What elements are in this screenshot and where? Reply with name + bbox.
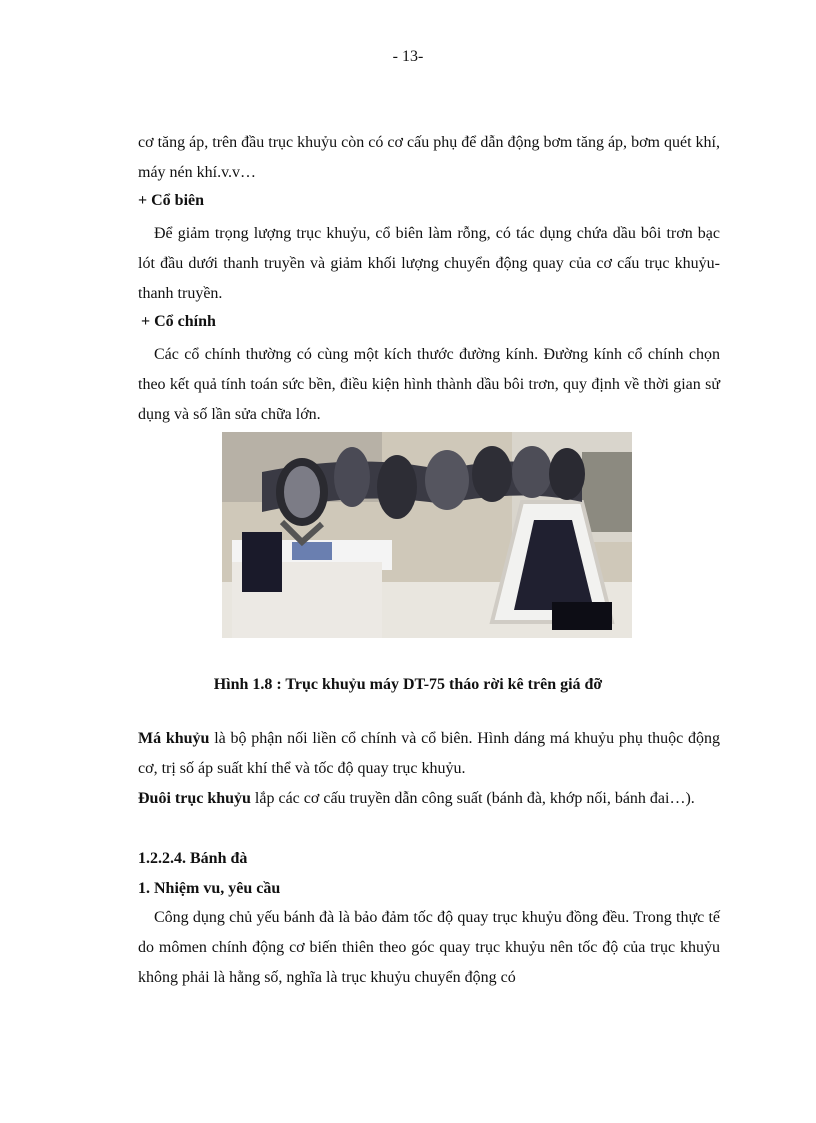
crankshaft-photo xyxy=(222,432,632,638)
paragraph-6: Công dụng chủ yếu bánh đà là bảo đảm tốc độ quay trục khuỷu đồng đều. Trong thực tế do mômen chính động cơ biến thiên theo góc quay trục khuỷu nên tốc độ của trục khuỷu không phải là hằng số, nghĩa là trục khuỷu chuyển động có xyxy=(138,909,720,986)
paragraph-3: Các cổ chính thường có cùng một kích thước đường kính. Đường kính cổ chính chọn theo kết quả tính toán sức bền, điều kiện hình thành dầu bôi trơn, quy định về thời gian sử dụng và số lần sửa chữa lớn. xyxy=(138,346,720,423)
page-number: - 13- xyxy=(392,48,424,65)
section-heading: 1.2.2.4. Bánh đà xyxy=(138,850,248,867)
paragraph-5 xyxy=(138,784,720,814)
paragraph-1: cơ tăng áp, trên đầu trục khuỷu còn có cơ cấu phụ để dẫn động bơm tăng áp, bơm quét khí, máy nén khí.v.v… xyxy=(138,134,720,181)
term-ma-khuyu: Má khuỷu xyxy=(138,730,210,747)
paragraph-4 xyxy=(138,724,720,784)
paragraph-2: Để giảm trọng lượng trục khuỷu, cổ biên làm rỗng, có tác dụng chứa dầu bôi trơn bạc lót đầu dưới thanh truyền và giảm khối lượng chuyển động quay của cơ cấu trục khuỷu-thanh truyền. xyxy=(138,225,720,302)
heading-co-chinh: + Cổ chính xyxy=(141,313,216,330)
paragraph-4-text: là bộ phận nối liền cổ chính và cổ biên. Hình dáng má khuỷu phụ thuộc động cơ, trị số áp suất khí thể và tốc độ quay trục khuỷu. xyxy=(138,730,720,777)
subsection-heading: 1. Nhiệm vu, yêu cầu xyxy=(138,880,281,897)
term-duoi-truc-khuyu: Đuôi trục khuỷu xyxy=(138,790,251,807)
figure-caption: Hình 1.8 : Trục khuỷu máy DT-75 tháo rời kê trên giá đỡ xyxy=(213,676,603,693)
crankshaft-photo-illustration xyxy=(222,432,632,638)
paragraph-5-text: lắp các cơ cấu truyền dẫn công suất (bánh đà, khớp nối, bánh đai…). xyxy=(250,790,695,807)
heading-co-bien: + Cổ biên xyxy=(138,192,205,209)
